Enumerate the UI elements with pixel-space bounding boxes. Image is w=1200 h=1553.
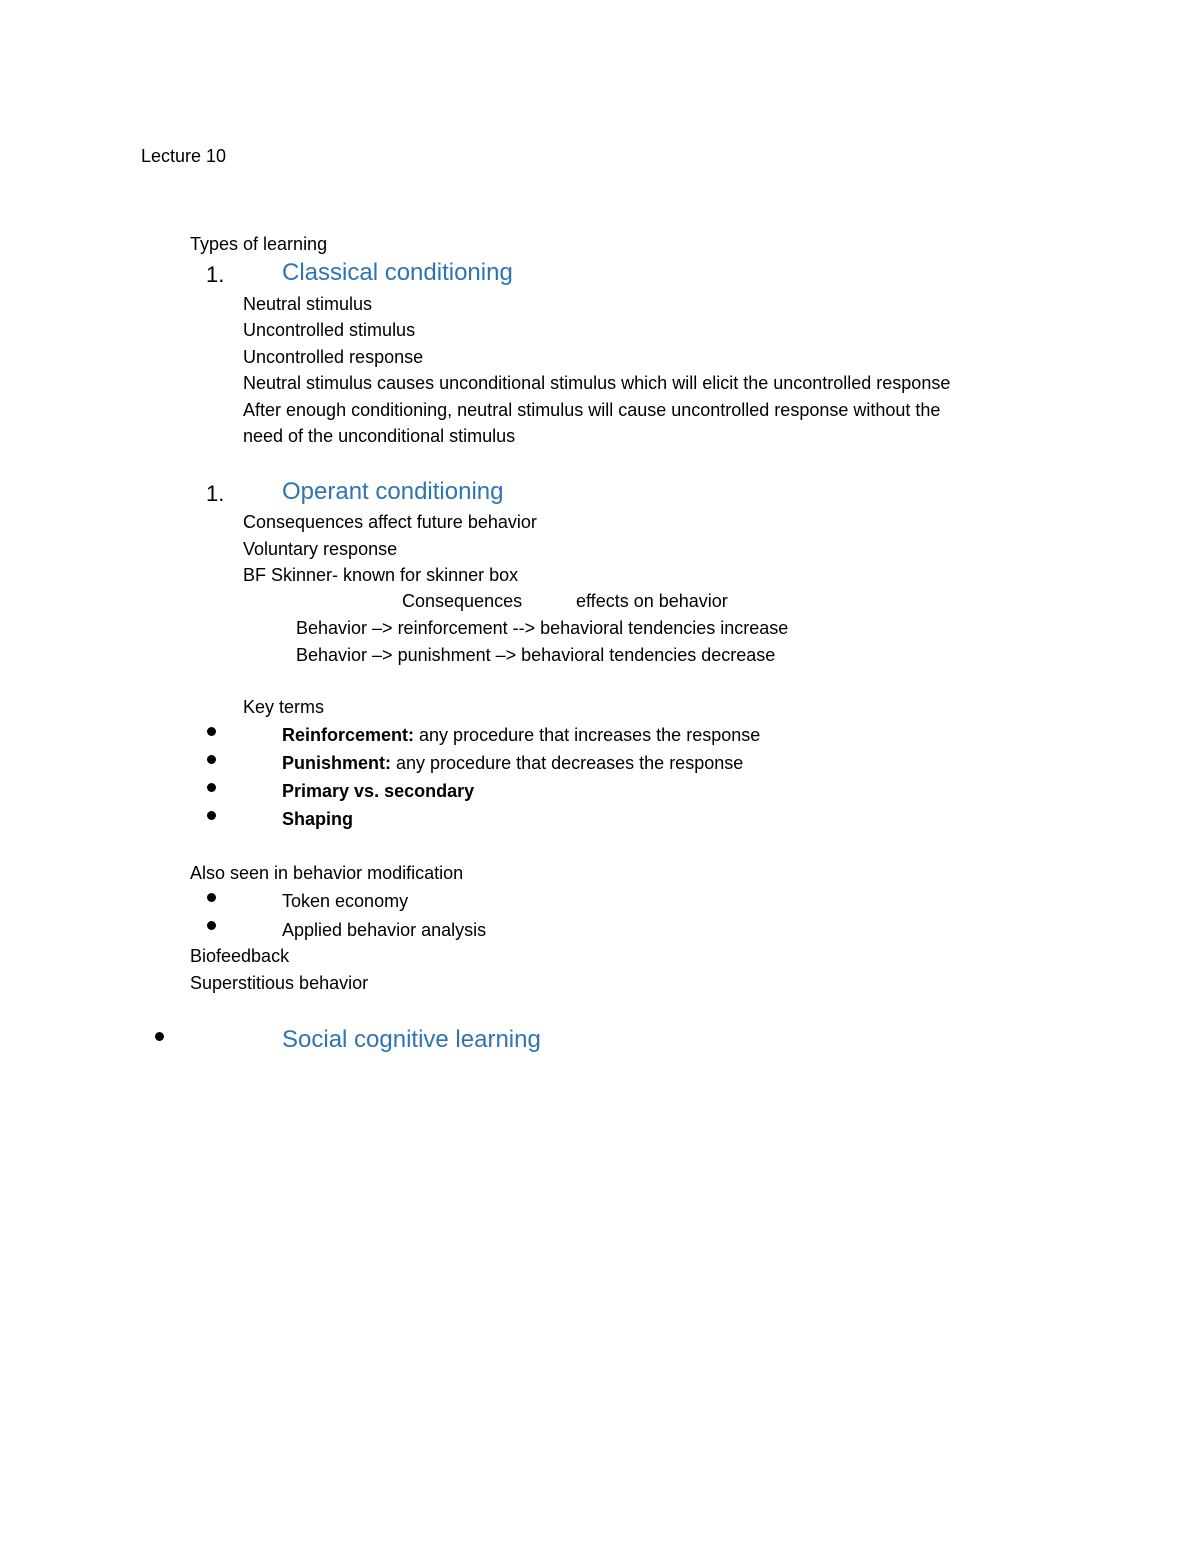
bullet-icon xyxy=(207,727,216,736)
classical-list-number: 1. xyxy=(206,262,225,287)
types-of-learning-label: Types of learning xyxy=(190,234,328,254)
key-term: Reinforcement: xyxy=(282,725,415,745)
key-terms-label: Key terms xyxy=(243,697,325,717)
bullet-icon xyxy=(155,1032,164,1041)
operant-list-number: 1. xyxy=(206,481,225,506)
classical-line: Uncontrolled response xyxy=(243,347,424,367)
operant-line: Consequences affect future behavior xyxy=(243,512,537,532)
key-term: Punishment: xyxy=(282,753,392,773)
superstitious-behavior-line: Superstitious behavior xyxy=(190,973,369,993)
reinforcement-flow: Behavior –> reinforcement --> behavioral tendencies increase xyxy=(296,618,789,638)
operant-line: Voluntary response xyxy=(243,539,398,559)
behavior-modification-label: Also seen in behavior modification xyxy=(190,863,464,883)
key-term-definition: any procedure that decreases the response xyxy=(391,753,744,773)
bullet-icon xyxy=(207,783,216,792)
key-term-item xyxy=(282,752,743,774)
social-cognitive-learning-heading: Social cognitive learning xyxy=(282,1026,541,1053)
bullet-icon xyxy=(207,755,216,764)
operant-conditioning-heading: Operant conditioning xyxy=(282,478,504,505)
key-term: Primary vs. secondary xyxy=(282,781,475,801)
classical-conditioning-heading: Classical conditioning xyxy=(282,259,513,286)
classical-line: Neutral stimulus xyxy=(243,294,373,314)
punishment-flow: Behavior –> punishment –> behavioral tendencies decrease xyxy=(296,645,776,665)
effects-column-header: effects on behavior xyxy=(576,591,728,611)
modification-item: Token economy xyxy=(282,891,409,911)
classical-line: need of the unconditional stimulus xyxy=(243,426,516,446)
key-term-item xyxy=(282,780,474,802)
bullet-icon xyxy=(207,893,216,902)
bullet-icon xyxy=(207,811,216,820)
operant-line: BF Skinner- known for skinner box xyxy=(243,565,519,585)
biofeedback-line: Biofeedback xyxy=(190,946,290,966)
consequences-column-header: Consequences xyxy=(402,591,523,611)
lecture-title: Lecture 10 xyxy=(141,146,227,166)
key-term-item xyxy=(282,808,353,830)
classical-line: Neutral stimulus causes unconditional stimulus which will elicit the uncontrolled response xyxy=(243,373,951,393)
modification-item: Applied behavior analysis xyxy=(282,920,487,940)
classical-line: After enough conditioning, neutral stimulus will cause uncontrolled response without the xyxy=(243,400,941,420)
key-term-definition: any procedure that increases the response xyxy=(414,725,761,745)
classical-line: Uncontrolled stimulus xyxy=(243,320,416,340)
key-term-item xyxy=(282,724,760,746)
bullet-icon xyxy=(207,921,216,930)
key-term: Shaping xyxy=(282,809,353,829)
